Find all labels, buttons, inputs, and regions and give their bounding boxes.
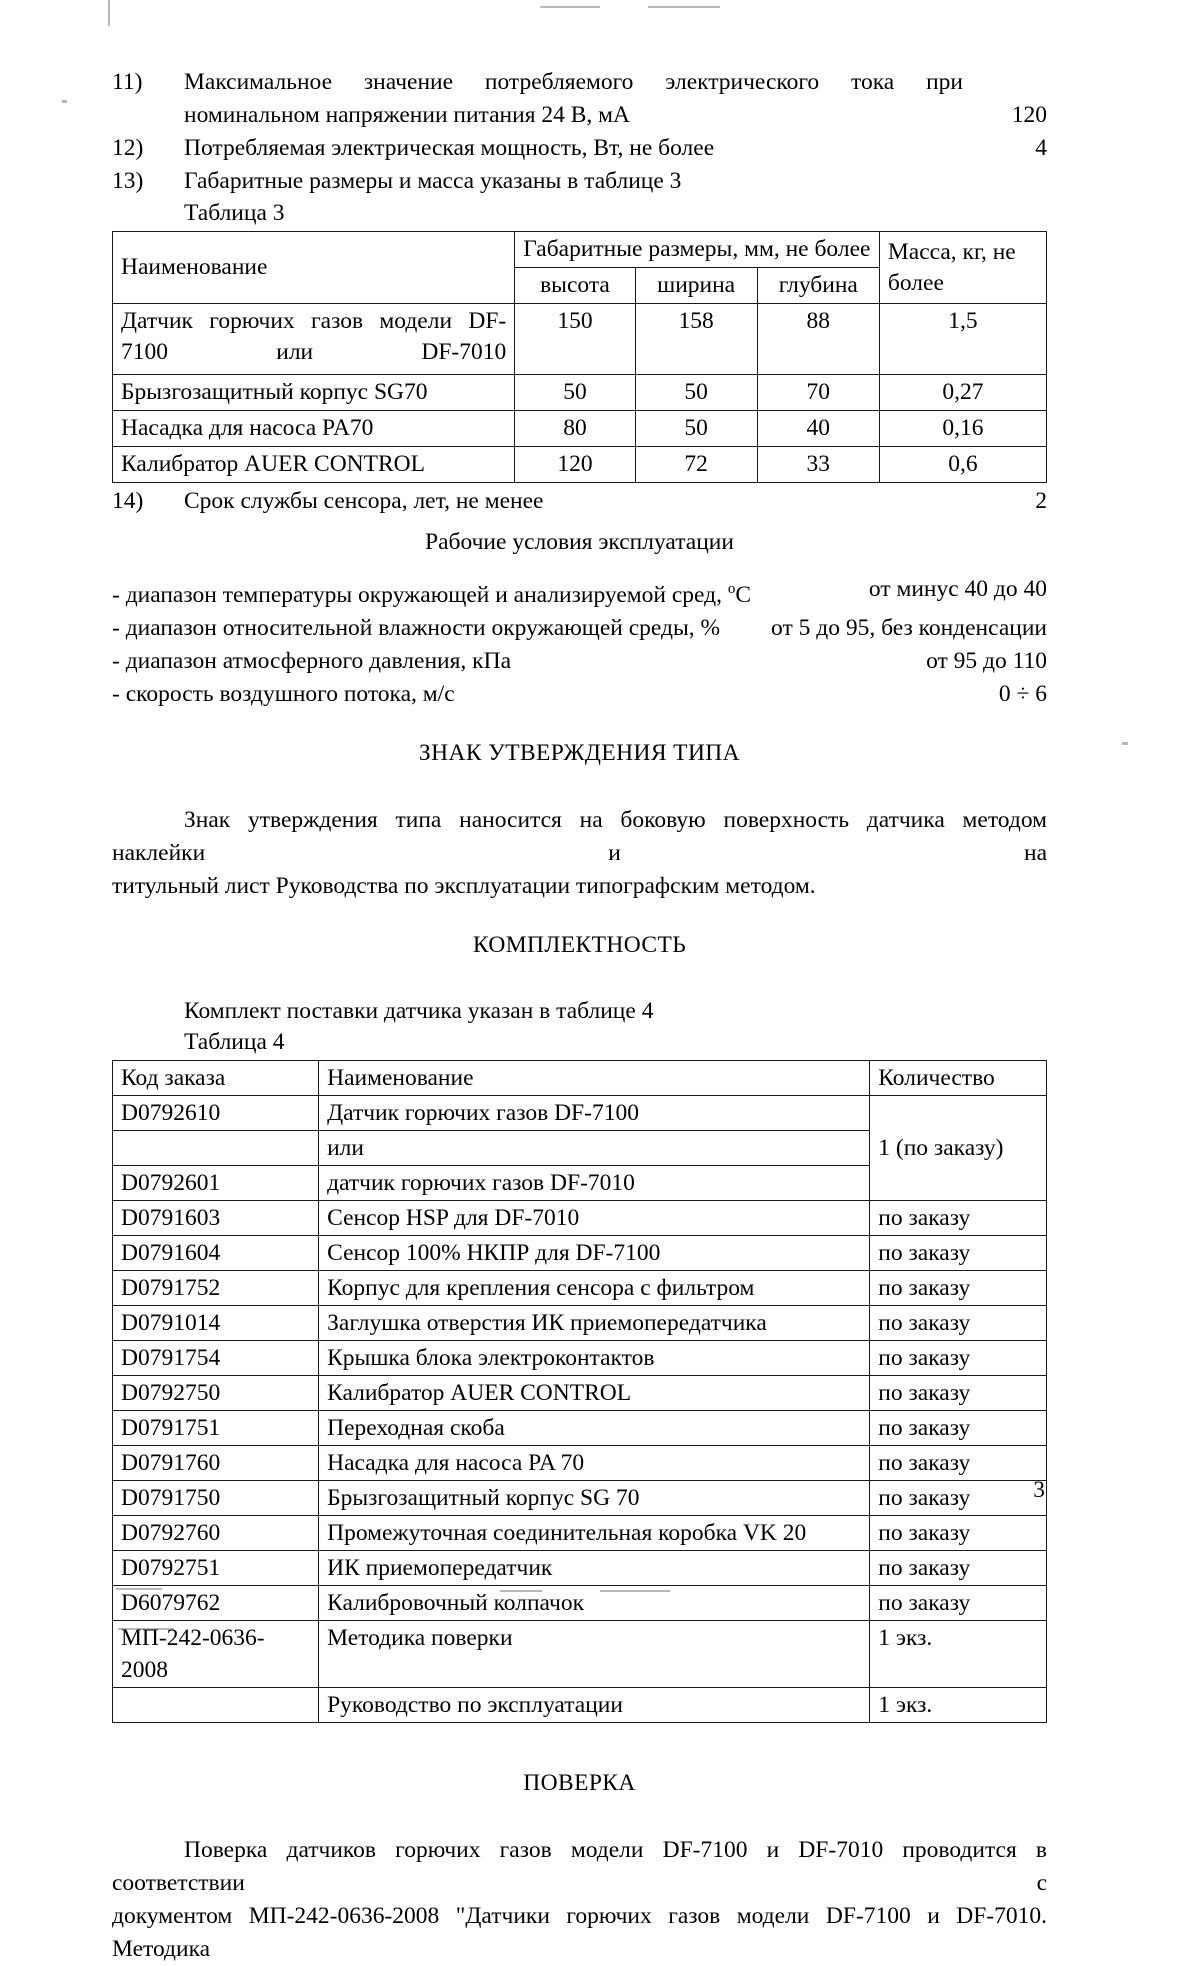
spec-item-11-line1: Максимальное значение потребляемого электрического тока при: [184, 69, 963, 95]
table4-row5-code: D0792750: [113, 1375, 319, 1410]
table4-row6-name: Переходная скоба: [319, 1410, 870, 1445]
operating-condition-airflow-label: - скорость воздушного потока, м/с: [112, 680, 455, 707]
table4-row5-qty: по заказу: [870, 1375, 1047, 1410]
table3-row2-depth: 40: [757, 411, 879, 447]
table-row: [113, 1095, 1047, 1130]
table4-group-name1: Датчик горючих газов DF-7100: [319, 1095, 870, 1130]
section-title-verification: ПОВЕРКА: [523, 1769, 636, 1796]
table3-row1-name: Брызгозащитный корпус SG70: [113, 375, 515, 411]
table4-row6-code: D0791751: [113, 1410, 319, 1445]
spec-item-14: [112, 485, 1047, 518]
spec-item-12-text: Потребляемая электрическая мощность, Вт, не более: [184, 135, 715, 161]
table3-row2-height: 80: [515, 411, 635, 447]
type-approval-paragraph-line2: титульный лист Руководства по эксплуатации типографским методом.: [112, 872, 816, 899]
table4-row11-code: D6079762: [113, 1585, 319, 1620]
table4-group-or: или: [319, 1130, 870, 1165]
table-row: [113, 1410, 1047, 1445]
operating-condition-humidity-label: - диапазон относительной влажности окружающей среды, %: [112, 614, 721, 641]
table4-row4-qty: по заказу: [870, 1340, 1047, 1375]
table3-row0-height: 150: [515, 304, 635, 375]
table4-row6-qty: по заказу: [870, 1410, 1047, 1445]
table4-row1-name: Сенсор 100% НКПР для DF-7100: [319, 1235, 870, 1270]
spec-item-12-number: 12): [112, 135, 144, 161]
table4-row9-code: D0792760: [113, 1515, 319, 1550]
table-row: [113, 447, 1047, 483]
table4-header-qty: Количество: [870, 1060, 1047, 1095]
page-number: 3: [1033, 1477, 1045, 1503]
spec-item-11-continuation: [112, 99, 1047, 132]
operating-condition-temperature-label: [112, 573, 869, 612]
table3-header-name: Наименование: [113, 232, 515, 304]
table4-row0-name: Сенсор HSP для DF-7010: [319, 1200, 870, 1235]
table3-header-dimensions: Габаритные размеры, мм, не более: [515, 232, 880, 268]
spec-item-12-value: 4: [1035, 135, 1047, 161]
spec-item-11-line2: номинальном напряжении питания 24 В, мА: [184, 102, 631, 128]
table3-row2-mass: 0,16: [879, 411, 1046, 447]
verification-paragraph-line1: Поверка датчиков горючих газов модели DF-7100 и DF-7010 проводится в соответствии с: [112, 1836, 1047, 1896]
operating-condition-temperature-value: от минус 40 до 40: [868, 576, 1047, 602]
table4-row10-qty: по заказу: [870, 1550, 1047, 1585]
table4-row8-code: D0791750: [113, 1480, 319, 1515]
table-row: [113, 1235, 1047, 1270]
table4-row3-code: D0791014: [113, 1305, 319, 1340]
table4-group-code-blank: [113, 1130, 319, 1165]
table4-row13-name: Руководство по эксплуатации: [319, 1687, 870, 1722]
scan-artifact-top-center-2: [648, 6, 720, 8]
table3-row2-width: 50: [635, 411, 757, 447]
degree-symbol-icon: о: [727, 581, 736, 597]
table4-row3-qty: по заказу: [870, 1305, 1047, 1340]
spec-item-11-value: 120: [1011, 102, 1047, 128]
operating-condition-humidity: [112, 612, 1047, 645]
table4-group-qty: 1 (по заказу): [870, 1095, 1047, 1200]
table3-row3-name: Калибратор AUER CONTROL: [113, 447, 515, 483]
table4-row9-qty: по заказу: [870, 1515, 1047, 1550]
table3-header-height: высота: [515, 268, 635, 304]
table3-header-depth: глубина: [757, 268, 879, 304]
spec-item-13-value: [977, 165, 1047, 198]
table4-row8-name: Брызгозащитный корпус SG 70: [319, 1480, 870, 1515]
table4-row10-name: ИК приемопередатчик: [319, 1550, 870, 1585]
table3-row3-depth: 33: [757, 447, 879, 483]
table-row: [113, 1687, 1047, 1722]
table4-group-name2: датчик горючих газов DF-7010: [319, 1165, 870, 1200]
table-row: [113, 375, 1047, 411]
table3-row0-width: 158: [635, 304, 757, 375]
table4-row1-qty: по заказу: [870, 1235, 1047, 1270]
table4-row13-qty: 1 экз.: [870, 1687, 1047, 1722]
section-title-type-approval: ЗНАК УТВЕРЖДЕНИЯ ТИПА: [418, 739, 741, 766]
table4-group-code1: D0792610: [113, 1095, 319, 1130]
table3-caption: Таблица 3: [184, 200, 285, 226]
scan-artifact-left-dot: [62, 100, 67, 103]
table4-row7-name: Насадка для насоса PA 70: [319, 1445, 870, 1480]
table-row: [113, 1480, 1047, 1515]
operating-condition-humidity-value: от 5 до 95, без конденсации: [771, 614, 1047, 641]
table-row: [113, 1270, 1047, 1305]
table4-row1-code: D0791604: [113, 1235, 319, 1270]
table4-row0-code: D0791603: [113, 1200, 319, 1235]
spec-item-13-text: Габаритные размеры и масса указаны в таблице 3: [184, 168, 682, 194]
table4-row0-qty: по заказу: [870, 1200, 1047, 1235]
spec-item-13-number: 13): [112, 168, 144, 194]
table4-header-name: Наименование: [319, 1060, 870, 1095]
table4-row2-qty: по заказу: [870, 1270, 1047, 1305]
page-content: [112, 66, 1047, 1966]
table3-row0-mass: 1,5: [879, 304, 1046, 375]
verification-paragraph-line2: документом МП-242-0636-2008 "Датчики горючих газов модели DF-7100 и DF-7010. Методика: [112, 1902, 1047, 1962]
scan-artifact-top-left: [108, 0, 110, 26]
table4-header-row: [113, 1060, 1047, 1095]
operating-condition-temperature: [112, 573, 1047, 612]
table4-row11-name: Калибровочный колпачок: [319, 1585, 870, 1620]
operating-condition-temperature-unit: С: [735, 581, 752, 608]
scan-artifact-right-dot: [1122, 742, 1128, 745]
table4-row7-code: D0791760: [113, 1445, 319, 1480]
verification-paragraph: [112, 1834, 1047, 1966]
table4-row2-name: Корпус для крепления сенсора с фильтром: [319, 1270, 870, 1305]
scan-artifact-top-center: [540, 6, 600, 8]
table-row: [113, 1340, 1047, 1375]
table-row: [113, 1585, 1047, 1620]
table3-row3-height: 120: [515, 447, 635, 483]
type-approval-paragraph-line1: Знак утверждения типа наносится на боковую поверхность датчика методом наклейки и на: [112, 806, 1047, 866]
table3-row2-name: Насадка для насоса PA70: [113, 411, 515, 447]
table-row: [113, 1550, 1047, 1585]
table4-row4-code: D0791754: [113, 1340, 319, 1375]
section-title-completeness: КОМПЛЕКТНОСТЬ: [472, 931, 687, 958]
table-row: [113, 1375, 1047, 1410]
table4-row12-code: МП-242-0636-2008: [113, 1620, 319, 1687]
operating-condition-airflow-value: 0 ÷ 6: [998, 680, 1047, 707]
table-row: [113, 1305, 1047, 1340]
table4-row2-code: D0791752: [113, 1270, 319, 1305]
spec-item-13: [112, 165, 1047, 198]
table4-caption: Таблица 4: [184, 1028, 285, 1055]
table4-row13-code: [113, 1687, 319, 1722]
table4-row11-qty: по заказу: [870, 1585, 1047, 1620]
operating-conditions-title: Рабочие условия эксплуатации: [425, 529, 734, 555]
operating-condition-airflow: [112, 678, 1047, 711]
table3-row0-name: Датчик горючих газов модели DF-7100 или DF-7010: [113, 304, 515, 375]
spec-item-11: [112, 66, 1047, 99]
table4-row8-qty: по заказу: [870, 1480, 1047, 1515]
table4-row12-name: Методика поверки: [319, 1620, 870, 1687]
table4-row5-name: Калибратор AUER CONTROL: [319, 1375, 870, 1410]
table4-group-code2: D0792601: [113, 1165, 319, 1200]
operating-condition-temperature-text: - диапазон температуры окружающей и анализируемой сред,: [112, 581, 728, 608]
type-approval-paragraph: [112, 804, 1047, 903]
table4-row7-qty: по заказу: [870, 1445, 1047, 1480]
table3-row1-mass: 0,27: [879, 375, 1046, 411]
operating-condition-pressure-value: от 95 до 110: [926, 647, 1047, 674]
table4-row9-name: Промежуточная соединительная коробка VK 20: [319, 1515, 870, 1550]
table-4: [112, 1060, 1047, 1723]
table4-row12-qty: 1 экз.: [870, 1620, 1047, 1687]
operating-condition-pressure: [112, 645, 1047, 678]
table3-row3-mass: 0,6: [879, 447, 1046, 483]
table3-row3-width: 72: [635, 447, 757, 483]
completeness-intro: Комплект поставки датчика указан в таблице 4: [184, 997, 654, 1024]
table-row: [113, 1200, 1047, 1235]
table4-row10-code: D0792751: [113, 1550, 319, 1585]
table4-header-code: Код заказа: [113, 1060, 319, 1095]
spec-item-14-text: Срок службы сенсора, лет, не менее: [184, 488, 544, 514]
table3-header-row-1: [113, 232, 1047, 268]
table-3: [112, 231, 1047, 483]
table3-row0-depth: 88: [757, 304, 879, 375]
spec-item-12: [112, 132, 1047, 165]
table3-header-width: ширина: [635, 268, 757, 304]
operating-condition-pressure-label: - диапазон атмосферного давления, кПа: [112, 647, 511, 674]
table-row: [113, 411, 1047, 447]
table-row: [113, 1515, 1047, 1550]
table3-row1-width: 50: [635, 375, 757, 411]
table-row: [113, 304, 1047, 375]
spec-item-14-value: 2: [1035, 488, 1047, 514]
table3-row1-height: 50: [515, 375, 635, 411]
table3-header-mass: Масса, кг, не более: [879, 232, 1046, 304]
table-row: [113, 1620, 1047, 1687]
spec-item-11-indent: [112, 99, 184, 132]
spec-item-14-number: 14): [112, 488, 144, 514]
table4-row4-name: Крышка блока электроконтактов: [319, 1340, 870, 1375]
table3-row1-depth: 70: [757, 375, 879, 411]
spec-item-11-number: 11): [112, 69, 143, 95]
table-row: [113, 1445, 1047, 1480]
table4-row3-name: Заглушка отверстия ИК приемопередатчика: [319, 1305, 870, 1340]
